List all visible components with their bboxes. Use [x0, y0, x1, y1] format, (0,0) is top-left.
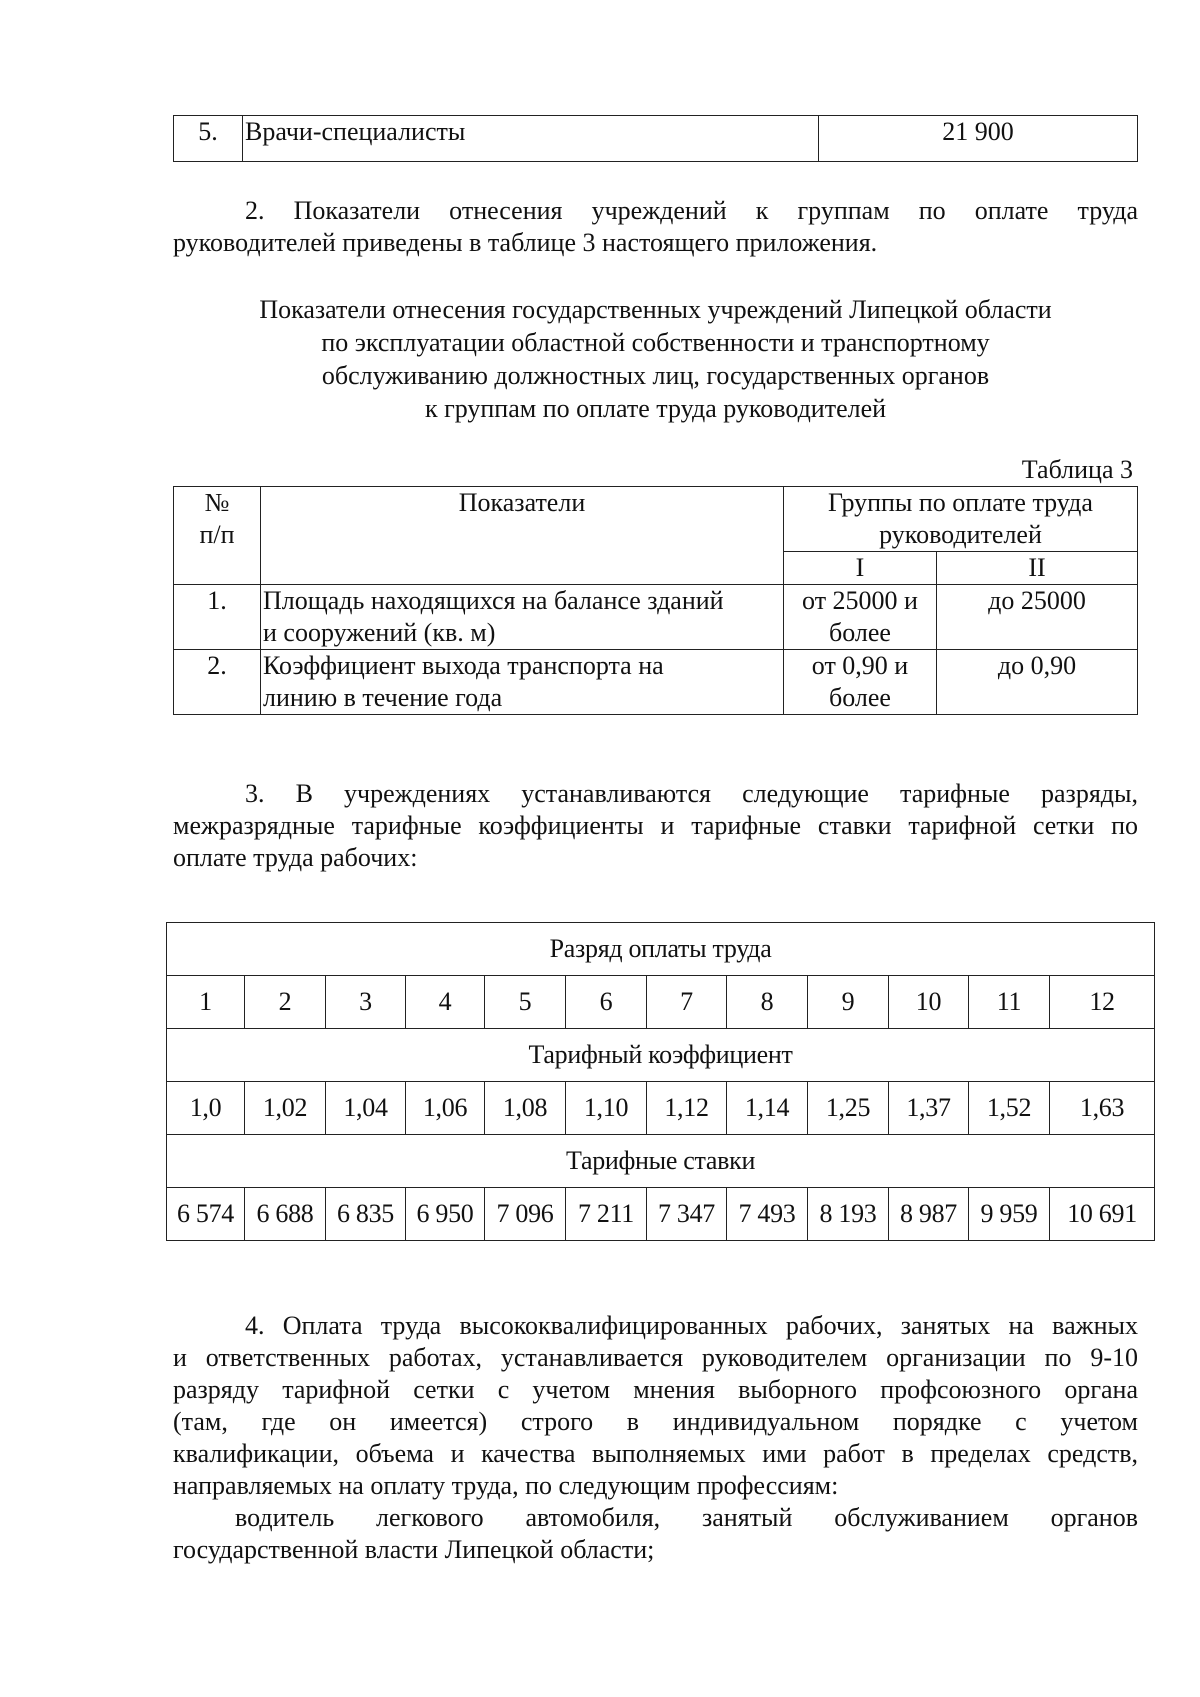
- row-2-group-1-line-2: более: [829, 683, 891, 712]
- table2-row: [173, 115, 1138, 162]
- table3-label: Таблица 3: [1021, 455, 1133, 484]
- table3-row-group-1: [784, 585, 937, 650]
- tariff-rate-cell: 7 211: [566, 1188, 647, 1241]
- table2-row-number: 5.: [174, 116, 243, 162]
- tariff-rate-cell: 10 691: [1050, 1188, 1155, 1241]
- tariff-coefficient-cell: 1,04: [326, 1082, 406, 1135]
- tariff-rate-cell: 6 688: [245, 1188, 326, 1241]
- tariff-grade-cell: 3: [326, 976, 406, 1029]
- paragraph-3-line-2: межразрядные тарифные коэффициенты и тарифные ставки тарифной сетки по: [173, 811, 1138, 840]
- paragraph-4-line-2: и ответственных работах, устанавливается руководителем организации по 9-10: [173, 1343, 1138, 1372]
- table3: [173, 486, 1138, 715]
- row-1-text-line-2: и сооружений (кв. м): [263, 618, 496, 647]
- tariff-coefficients-row: [167, 1082, 1155, 1135]
- tariff-rate-cell: 8 193: [808, 1188, 889, 1241]
- paragraph-4: [173, 1310, 1138, 1502]
- row-2-text-line-1: Коэффициент выхода транспорта на: [263, 651, 664, 680]
- tariff-grade-cell: 1: [167, 976, 245, 1029]
- header-number-line-2: п/п: [199, 520, 235, 549]
- tariff-rate-cell: 6 835: [326, 1188, 406, 1241]
- tariff-coefficient-cell: 1,12: [647, 1082, 727, 1135]
- tariff-rate-cell: 6 950: [406, 1188, 485, 1241]
- row-1-text-line-1: Площадь находящихся на балансе зданий: [263, 586, 724, 615]
- tariff-rate-cell: 9 959: [969, 1188, 1050, 1241]
- paragraph-4-line-3: разряду тарифной сетки с учетом мнения выборного профсоюзного органа: [173, 1375, 1138, 1404]
- table3-header-group-2: II: [937, 552, 1138, 585]
- tariff-grade-cell: 8: [727, 976, 808, 1029]
- tariff-table: [166, 922, 1155, 1241]
- table3-row-indicator: [261, 650, 784, 715]
- table3-row-group-2: до 25000: [937, 585, 1138, 650]
- tariff-coefficient-cell: 1,02: [245, 1082, 326, 1135]
- tariff-grade-cell: 10: [889, 976, 969, 1029]
- paragraph-5: [173, 1502, 1138, 1566]
- paragraph-3-line-3: оплате труда рабочих:: [173, 843, 418, 872]
- tariff-coefficient-cell: 1,08: [485, 1082, 566, 1135]
- table3-header-groups: [784, 487, 1138, 552]
- tariff-rate-cell: 7 493: [727, 1188, 808, 1241]
- row-1-group-1-line-2: более: [829, 618, 891, 647]
- paragraph-5-line-2: государственной власти Липецкой области;: [173, 1535, 655, 1564]
- header-groups-line-1: Группы по оплате труда: [828, 488, 1093, 517]
- tariff-grades-row: [167, 976, 1155, 1029]
- row-2-text-line-2: линию в течение года: [263, 683, 503, 712]
- caption-line-2: по эксплуатации областной собственности и транспортному: [321, 328, 990, 357]
- caption-line-4: к группам по оплате труда руководителей: [424, 394, 887, 423]
- table2-row-name: Врачи-специалисты: [243, 116, 819, 162]
- table3-row-number: 2.: [174, 650, 261, 715]
- paragraph-4-line-6: направляемых на оплату труда, по следующим профессиям:: [173, 1471, 839, 1500]
- tariff-rate-cell: 7 347: [647, 1188, 727, 1241]
- paragraph-2: [173, 195, 1138, 259]
- tariff-rates-row: [167, 1188, 1155, 1241]
- table3-header-number: [174, 487, 261, 585]
- row-2-group-1-line-1: от 0,90 и: [811, 651, 909, 680]
- paragraph-4-line-5: квалификации, объема и качества выполняемых ими работ в пределах средств,: [173, 1439, 1138, 1468]
- tariff-coefficient-cell: 1,06: [406, 1082, 485, 1135]
- paragraph-3-line-1: 3. В учреждениях устанавливаются следующие тарифные разряды,: [245, 779, 1138, 808]
- paragraph-3: [173, 778, 1138, 874]
- tariff-coefficient-cell: 1,25: [808, 1082, 889, 1135]
- tariff-grade-cell: 5: [485, 976, 566, 1029]
- tariff-grade-cell: 6: [566, 976, 647, 1029]
- table3-header-group-1: I: [784, 552, 937, 585]
- tariff-grade-header: Разряд оплаты труда: [167, 923, 1155, 976]
- tariff-rate-cell: 7 096: [485, 1188, 566, 1241]
- header-number-line-1: №: [204, 488, 230, 517]
- paragraph-2-line-1: 2. Показатели отнесения учреждений к группам по оплате труда: [245, 196, 1138, 225]
- tariff-grade-cell: 12: [1050, 976, 1155, 1029]
- table3-header-indicators: Показатели: [261, 487, 784, 585]
- caption-line-1: Показатели отнесения государственных учреждений Липецкой области: [259, 295, 1052, 324]
- table3-caption: [173, 293, 1138, 425]
- tariff-coefficient-cell: 1,63: [1050, 1082, 1155, 1135]
- table3-row: [174, 650, 1138, 715]
- table3-row-group-2: до 0,90: [937, 650, 1138, 715]
- tariff-grade-cell: 11: [969, 976, 1050, 1029]
- table3-row-number: 1.: [174, 585, 261, 650]
- paragraph-4-line-4: (там, где он имеется) строго в индивидуальном порядке с учетом: [173, 1407, 1138, 1436]
- paragraph-5-line-1: водитель легкового автомобиля, занятый обслуживанием органов: [235, 1503, 1138, 1532]
- header-groups-line-2: руководителей: [879, 520, 1042, 549]
- tariff-coefficient-cell: 1,52: [969, 1082, 1050, 1135]
- tariff-rates-header: Тарифные ставки: [167, 1135, 1155, 1188]
- tariff-grade-cell: 9: [808, 976, 889, 1029]
- table2-row-value: 21 900: [819, 116, 1138, 162]
- paragraph-2-line-2: руководителей приведены в таблице 3 настоящего приложения.: [173, 228, 878, 257]
- paragraph-4-line-1: 4. Оплата труда высококвалифицированных рабочих, занятых на важных: [245, 1311, 1138, 1340]
- tariff-coefficient-cell: 1,14: [727, 1082, 808, 1135]
- tariff-grade-cell: 2: [245, 976, 326, 1029]
- tariff-rate-cell: 8 987: [889, 1188, 969, 1241]
- tariff-grade-cell: 7: [647, 976, 727, 1029]
- table3-row: [174, 585, 1138, 650]
- row-1-group-1-line-1: от 25000 и: [802, 586, 918, 615]
- table3-row-indicator: [261, 585, 784, 650]
- tariff-coefficient-cell: 1,37: [889, 1082, 969, 1135]
- tariff-coefficient-header: Тарифный коэффициент: [167, 1029, 1155, 1082]
- tariff-coefficient-cell: 1,0: [167, 1082, 245, 1135]
- tariff-rate-cell: 6 574: [167, 1188, 245, 1241]
- table3-row-group-1: [784, 650, 937, 715]
- caption-line-3: обслуживанию должностных лиц, государственных органов: [321, 361, 990, 390]
- tariff-coefficient-cell: 1,10: [566, 1082, 647, 1135]
- tariff-grade-cell: 4: [406, 976, 485, 1029]
